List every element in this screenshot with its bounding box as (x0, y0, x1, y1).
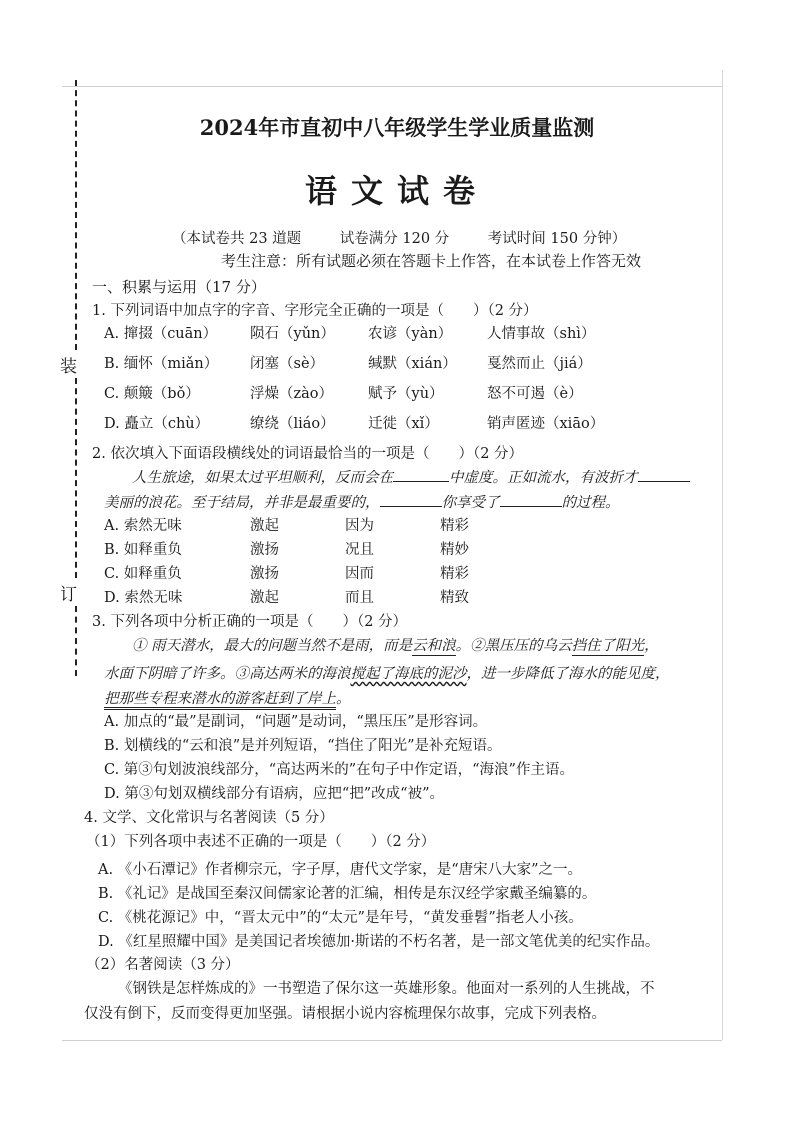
page-top-rule (62, 86, 722, 87)
q1-option-b-1: B. 缅怀（miǎn） (104, 356, 219, 372)
q4-sub-question-2: （2）名著阅读（3 分） (86, 957, 240, 973)
q4-sub-question-1: （1）下列各项中表述不正确的一项是（ ）（2 分） (86, 834, 436, 850)
q2-passage-text: 的过程。 (561, 495, 620, 511)
q2-passage-text: 人生旅途，如果太过平坦顺利，反而会在 (132, 470, 393, 486)
q1-option-b-3: 缄默（xián） (368, 356, 457, 372)
q4-option-a: A. 《小石潭记》作者柳宗元，字子厚，唐代文学家，是“唐宋八大家”之一。 (98, 862, 583, 878)
q1-option-a-4: 人情事故（shì） (487, 326, 596, 342)
q3-passage-text: ， (644, 638, 659, 654)
binding-dashed-line-bottom (75, 606, 77, 676)
q2-option-c-2: 激扬 (250, 566, 279, 582)
q3-passage-text: ，进一步降低了海水的能见度， (466, 666, 670, 682)
q2-option-d-2: 激起 (250, 590, 279, 606)
q2-passage-text: 美丽的浪花。至于结局，并非是最重要的， (104, 495, 380, 511)
q2-option-b-2: 激扬 (250, 542, 279, 558)
q3-underlined-phrase-2: 挡住了阳光 (572, 634, 645, 656)
q4-reading-paragraph-line-2: 仅没有倒下，反而变得更加坚强。请根据小说内容梳理保尔故事，完成下列表格。 (84, 1006, 606, 1022)
q1-option-c-4: 怒不可遏（è） (487, 386, 583, 402)
q3-passage-line-2 (104, 662, 670, 683)
q1-option-c-3: 赋予（yù） (368, 386, 444, 402)
q2-passage-line-1 (132, 466, 690, 487)
q3-option-c: C. 第③句划波浪线部分，“高达两米的”在句子中作定语，“海浪”作主语。 (104, 762, 574, 778)
q4-reading-paragraph-line-1: 《钢铁是怎样炼成的》一书塑造了保尔这一英雄形象。他面对一系列的人生挑战，不 (118, 981, 655, 997)
q1-option-d-1: D. 矗立（chù） (104, 416, 210, 432)
question-4-stem: 4. 文学、文化常识与名著阅读（5 分） (84, 810, 334, 826)
q2-option-a-1: A. 索然无味 (104, 518, 182, 534)
q1-option-d-3: 迁徙（xǐ） (368, 416, 439, 432)
info-exam-time: 考试时间 150 分钟） (487, 231, 627, 247)
page-right-rule (722, 70, 723, 1040)
q1-option-a-3: 农谚（yàn） (368, 326, 453, 342)
q3-passage-text: 。②黑压压的乌云 (455, 638, 572, 654)
q2-option-a-3: 因为 (345, 518, 374, 534)
q2-option-a-2: 激起 (250, 518, 279, 534)
page-bottom-rule (62, 1040, 722, 1041)
question-3-stem: 3. 下列各项中分析正确的一项是（ ）（2 分） (92, 614, 408, 630)
q1-option-d-4: 销声匿迹（xiāo） (487, 416, 605, 432)
q2-passage-text: 中虚度。正如流水，有波折才 (449, 470, 638, 486)
q1-option-b-4: 戛然而止（jiá） (487, 356, 592, 372)
binding-dashed-line-middle (75, 378, 77, 578)
section-heading: 一、积累与运用（17 分） (92, 278, 266, 296)
q2-option-b-4: 精妙 (440, 542, 469, 558)
q2-blank-3 (380, 492, 442, 507)
q2-option-a-4: 精彩 (440, 518, 469, 534)
q2-option-c-4: 精彩 (440, 566, 469, 582)
q2-option-b-3: 况且 (345, 542, 374, 558)
question-1-stem: 1. 下列词语中加点字的字音、字形完全正确的一项是（ ）（2 分） (92, 303, 538, 319)
exam-notice: 考生注意：所有试题必须在答题卡上作答，在本试卷上作答无效 (221, 252, 642, 270)
q2-option-d-4: 精致 (440, 590, 469, 606)
binding-label-ding: 订 (60, 585, 77, 605)
q2-option-c-1: C. 如释重负 (104, 566, 182, 582)
q2-blank-4 (500, 492, 562, 507)
binding-label-zhuang: 装 (60, 357, 77, 377)
q1-option-d-2: 缭绕（liáo） (250, 416, 335, 432)
q2-option-d-3: 而且 (345, 590, 374, 606)
q1-option-a-2: 陨石（yǔn） (250, 326, 335, 342)
q3-option-d: D. 第③句划双横线部分有语病，应把“把”改成“被”。 (104, 786, 444, 802)
exam-title: 2024年市直初中八年级学生学业质量监测 (199, 115, 595, 140)
q3-option-b: B. 划横线的“云和浪”是并列短语，“挡住了阳光”是补充短语。 (104, 738, 502, 754)
q1-option-c-1: C. 颠簸（bǒ） (104, 386, 200, 402)
q2-blank-1 (393, 467, 449, 482)
q2-blank-2 (638, 467, 690, 482)
question-2-stem: 2. 依次填入下面语段横线处的词语最恰当的一项是（ ）（2 分） (92, 446, 524, 462)
q3-wavy-phrase: 搅起了海底的泥沙 (350, 666, 467, 682)
q1-option-c-2: 浮燥（zào） (250, 386, 334, 402)
exam-info (172, 227, 660, 248)
q2-option-d-1: D. 索然无味 (104, 590, 183, 606)
q1-option-a-1: A. 撺掇（cuān） (104, 326, 218, 342)
q2-passage-line-2 (104, 491, 620, 512)
q3-double-underlined-phrase: 把那些专程来潜水的游客赶到了岸上 (104, 691, 336, 710)
q4-option-c: C. 《桃花源记》中，“晋太元中”的“太元”是年号，“黄发垂髫”指老人小孩。 (98, 910, 583, 926)
q2-option-c-3: 因而 (345, 566, 374, 582)
q4-option-d: D. 《红星照耀中国》是美国记者埃德加·斯诺的不朽名著，是一部文笔优美的纪实作品。 (98, 934, 660, 950)
info-question-count: （本试卷共 23 道题 (172, 231, 302, 247)
q3-underlined-phrase-1: 云和浪 (412, 634, 456, 656)
q3-passage-text: 。 (336, 691, 351, 707)
exam-subject: 语文试卷 (304, 172, 489, 210)
q4-option-b: B. 《礼记》是战国至秦汉间儒家论著的汇编，相传是东汉经学家戴圣编纂的。 (98, 886, 597, 902)
q3-passage-text: ① 雨天潜水，最大的问题当然不是雨，而是 (132, 638, 413, 654)
q2-option-b-1: B. 如释重负 (104, 542, 182, 558)
q3-option-a: A. 加点的“最”是副词，“问题”是动词，“黑压压”是形容词。 (104, 714, 488, 730)
q3-passage-text: 水面下阴暗了许多。③高达两米的海浪 (104, 666, 351, 682)
q3-passage-line-3 (104, 687, 351, 708)
info-full-score: 试卷满分 120 分 (339, 231, 450, 247)
q2-passage-text: 你享受了 (441, 495, 500, 511)
q1-option-b-2: 闭塞（sè） (250, 356, 325, 372)
q3-passage-line-1 (132, 634, 659, 656)
